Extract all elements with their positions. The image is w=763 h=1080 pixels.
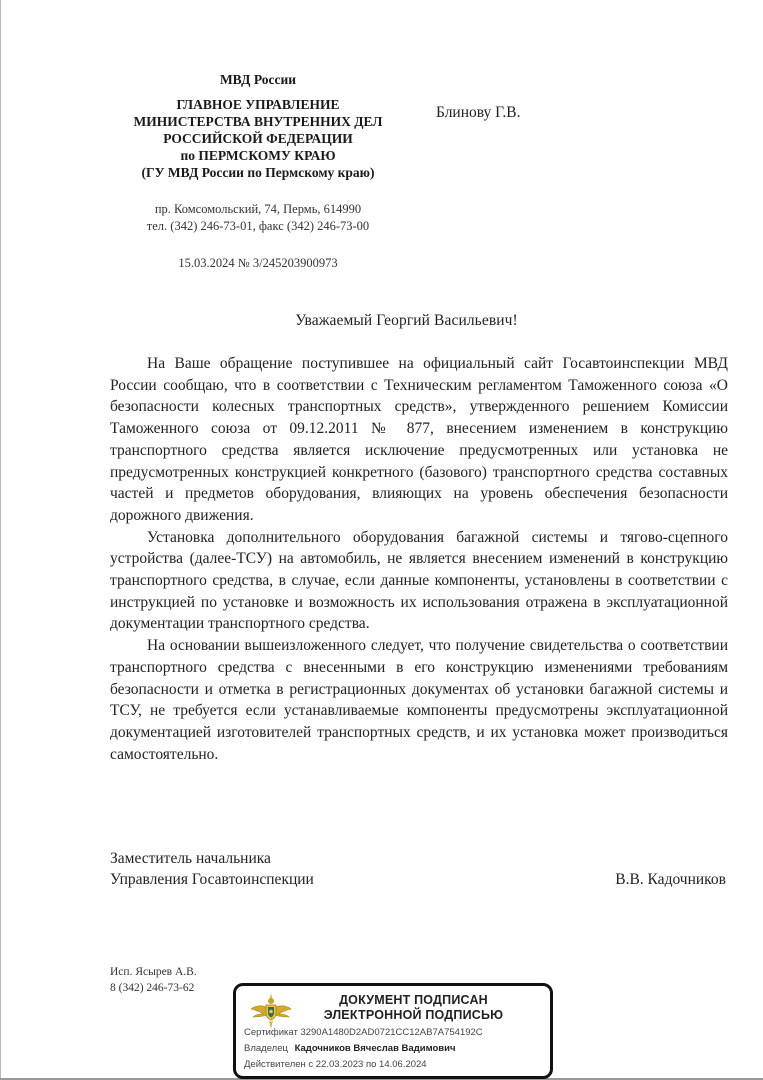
org-name-line: по ПЕРМСКОМУ КРАЮ — [180, 148, 336, 163]
letterhead-reference: 15.03.2024 № 3/245203900973 — [178, 256, 338, 270]
executor-info — [110, 964, 197, 996]
electronic-signature-stamp — [233, 983, 553, 1079]
org-name-line: ГЛАВНОЕ УПРАВЛЕНИЕ — [176, 97, 340, 112]
letterhead-ministry: МВД России — [219, 72, 297, 87]
letterhead — [108, 72, 408, 271]
signature-block — [110, 848, 726, 890]
certificate-label: Сертификат — [244, 1027, 298, 1038]
signer-name: В.В. Кадочников — [615, 871, 726, 888]
body-paragraph: Установка дополнительного оборудования багажной системы и тягово-сцепного устройства (далее-ТСУ) на автомобиль, не является внесением изменений в конструкцию транспортного средства, в случае, если данные компоненты, установлены в соответствии с инструкцией по установке и возможность их использования отражена в эксплуатационной документации транспортного средства. — [110, 528, 728, 633]
page-border — [0, 0, 1, 1080]
mvd-emblem-icon — [250, 992, 292, 1030]
greeting: Уважаемый Георгий Васильевич! — [295, 312, 518, 329]
body-paragraph: На Ваше обращение поступившее на официальный сайт Госавтоинспекции МВД России сообщаю, что в соответствии с Техническим регламентом Таможенного союза «О безопасности колесных транспортных средств», утвержденного решением Комиссии Таможенного союза от 09.12.2011 № 877, внесением изменением в конструкцию транспортного средства является исключение предусмотренных или установка не предусмотренных конструкцией конкретного (базового) транспортного средства составных частей и предметов оборудования, влияющих на уровень обеспечения безопасности дорожного движения. — [110, 355, 728, 524]
letterhead-org-name — [108, 96, 408, 181]
stamp-validity: Действителен с 22.03.2023 по 14.06.2024 — [244, 1059, 427, 1070]
letter-body — [110, 353, 728, 765]
signer-position: Заместитель начальника — [110, 850, 271, 867]
certificate-value: 3290A1480D2AD0721CC12AB7A754192C — [300, 1027, 483, 1038]
stamp-title-line: ЭЛЕКТРОННОЙ ПОДПИСЬЮ — [323, 1008, 504, 1022]
signer-department: Управления Госавтоинспекции — [110, 871, 314, 888]
stamp-owner — [244, 1043, 455, 1054]
letterhead-phones: тел. (342) 246-73-01, факс (342) 246-73-00 — [146, 219, 370, 233]
org-name-line: РОССИЙСКОЙ ФЕДЕРАЦИИ — [163, 131, 353, 146]
executor-phone: 8 (342) 246-73-62 — [110, 982, 195, 994]
org-name-line: МИНИСТЕРСТВА ВНУТРЕННИХ ДЕЛ — [133, 114, 383, 129]
owner-value: Кадочников Вячеслав Вадимович — [294, 1043, 456, 1054]
recipient: Блинову Г.В. — [436, 104, 521, 121]
stamp-certificate — [244, 1027, 483, 1038]
letterhead-contacts — [108, 201, 408, 235]
stamp-title-line: ДОКУМЕНТ ПОДПИСАН — [339, 993, 488, 1007]
letterhead-address: пр. Комсомольский, 74, Пермь, 614990 — [154, 202, 362, 216]
executor-name: Исп. Ясырев А.В. — [110, 966, 197, 978]
owner-label: Владелец — [244, 1043, 288, 1054]
stamp-title — [296, 993, 531, 1023]
body-paragraph: На основании вышеизложенного следует, что получение свидетельства о соответствии транспортного средства с внесенными в его конструкцию изменениями требованиям безопасности и отметка в регистрационных документах об установки багажной системы и ТСУ, не требуется если устанавливаемые компоненты предусмотрены эксплуатационной документацией изготовителей транспортных средств, и их установка может производиться самостоятельно. — [110, 637, 728, 763]
org-name-line: (ГУ МВД России по Пермскому краю) — [141, 165, 375, 180]
